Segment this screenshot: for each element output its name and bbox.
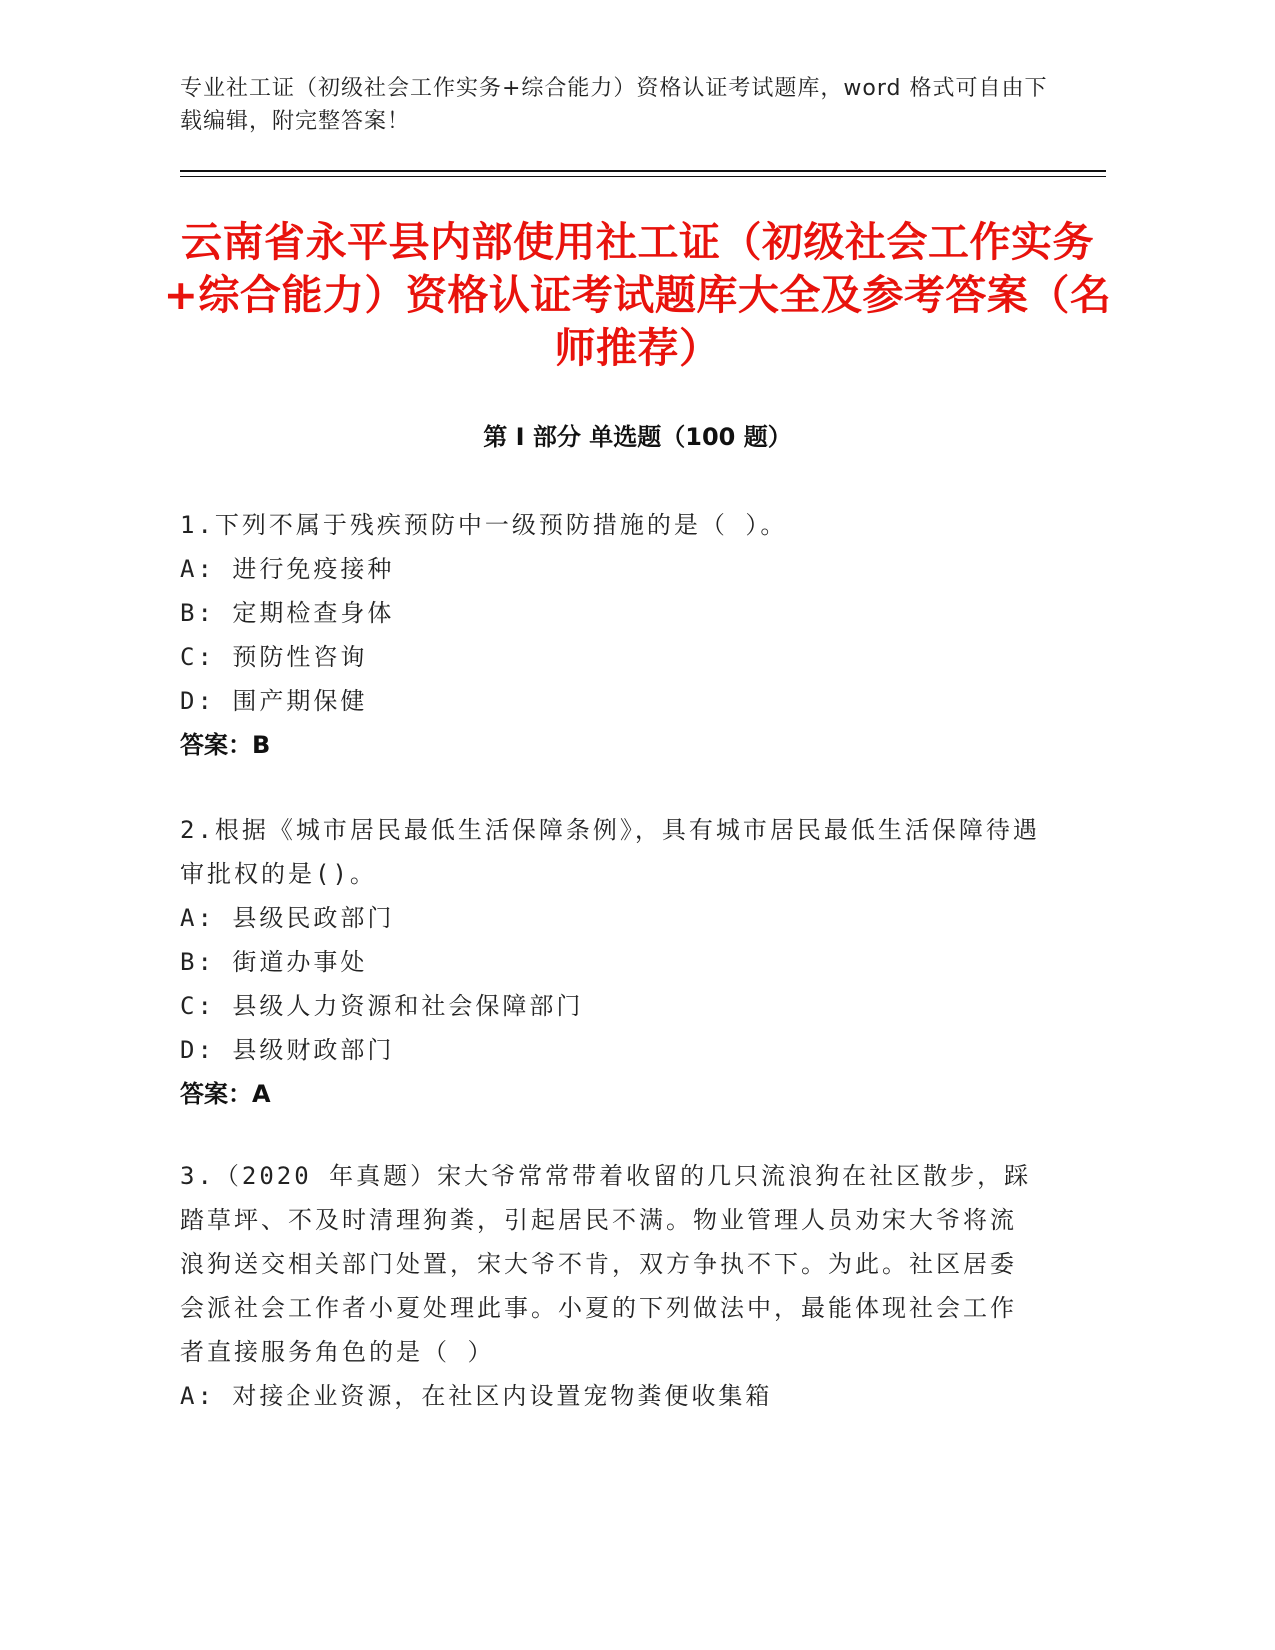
option-d: D: 县级财政部门 xyxy=(180,1036,395,1064)
option-a: A: 县级民政部门 xyxy=(180,904,395,932)
question-3 xyxy=(180,1154,1040,1418)
header-divider-thick xyxy=(180,170,1106,172)
option-c: C: 预防性咨询 xyxy=(180,643,368,671)
question-1 xyxy=(180,503,1040,767)
option-a: A: 进行免疫接种 xyxy=(180,555,395,583)
option-a: A: 对接企业资源，在社区内设置宠物粪便收集箱 xyxy=(180,1382,773,1410)
question-stem: 1.下列不属于残疾预防中一级预防措施的是（ ）。 xyxy=(180,511,788,539)
question-2 xyxy=(180,808,1040,1116)
option-c: C: 县级人力资源和社会保障部门 xyxy=(180,992,584,1020)
option-d: D: 围产期保健 xyxy=(180,687,368,715)
answer: 答案：A xyxy=(180,1080,271,1108)
question-stem: 3.（2020 年真题）宋大爷常常带着收留的几只流浪狗在社区散步，踩踏草坪、不及时清理狗粪，引起居民不满。物业管理人员劝宋大爷将流浪狗送交相关部门处置，宋大爷不肯，双方争执不下。为此。社区居委会派社会工作者小夏处理此事。小夏的下列做法中，最能体现社会工作者直接服务角色的是（ ） xyxy=(180,1162,1032,1366)
answer: 答案：B xyxy=(180,731,271,759)
document-title: 云南省永平县内部使用社工证（初级社会工作实务+综合能力）资格认证考试题库大全及参考答案（名师推荐） xyxy=(163,218,1112,372)
header-note: 专业社工证（初级社会工作实务+综合能力）资格认证考试题库，word 格式可自由下载编辑，附完整答案！ xyxy=(180,76,1048,134)
section-title: 第 I 部分 单选题（100 题） xyxy=(483,423,792,451)
question-stem: 2.根据《城市居民最低生活保障条例》，具有城市居民最低生活保障待遇审批权的是()。 xyxy=(180,816,1040,888)
option-b: B: 定期检查身体 xyxy=(180,599,395,627)
header-divider-thin xyxy=(180,176,1106,177)
option-b: B: 街道办事处 xyxy=(180,948,368,976)
